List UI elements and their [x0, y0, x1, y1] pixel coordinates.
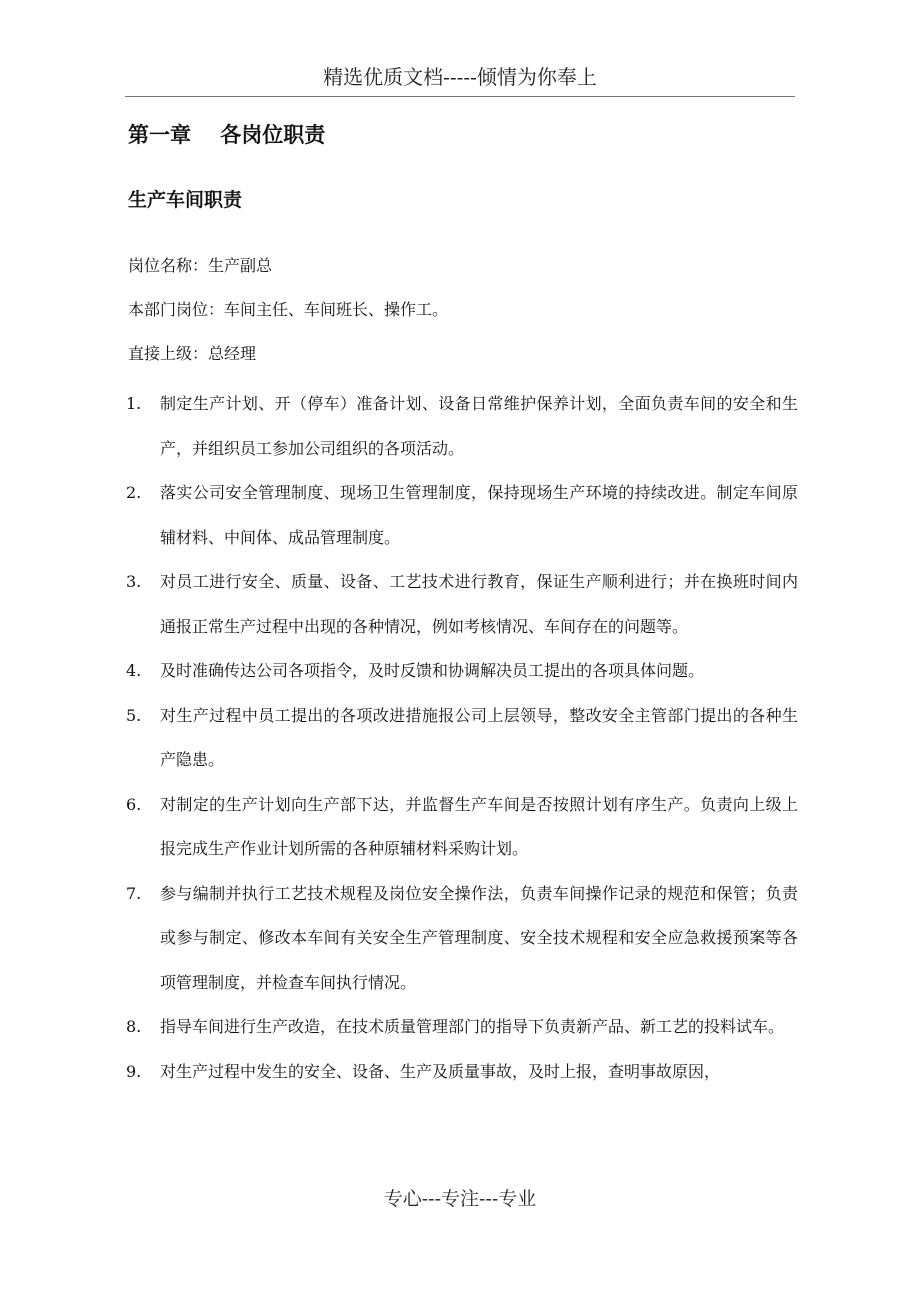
- duty-list: [126, 382, 798, 1094]
- item-number: 1.: [126, 394, 142, 413]
- page-header: 精选优质文档-----倾情为你奉上: [323, 65, 597, 89]
- item-number: 4.: [126, 661, 142, 680]
- item-text: 对生产过程中发生的安全、设备、生产及质量事故，及时上报，查明事故原因，: [160, 1061, 721, 1081]
- item-number: 3.: [126, 572, 142, 591]
- item-number: 5.: [126, 705, 142, 725]
- page-footer: 专心---专注---专业: [383, 1188, 537, 1210]
- item-number: 7.: [126, 883, 142, 903]
- item-text: 对员工进行安全、质量、设备、工艺技术进行教育，保证生产顺利进行；并在换班时间内通报正常生产过程中出现的各种情况，例如考核情况、车间存在的问题等。: [160, 572, 798, 636]
- list-item: [126, 872, 798, 1006]
- item-text: 制定生产计划、开（停车）准备计划、设备日常维护保养计划，全面负责车间的安全和生产，并组织员工参加公司组织的各项活动。: [160, 394, 798, 458]
- list-item: [126, 382, 798, 471]
- list-item: [126, 694, 798, 783]
- list-item: [126, 1050, 798, 1095]
- list-item: [126, 1005, 798, 1050]
- list-item: [126, 783, 798, 872]
- item-text: 指导车间进行生产改造，在技术质量管理部门的指导下负责新产品、新工艺的投料试车。: [160, 1017, 785, 1036]
- chapter-title: 第一章 各岗位职责: [128, 123, 326, 147]
- item-text: 落实公司安全管理制度、现场卫生管理制度，保持现场生产环境的持续改进。制定车间原辅材料、中间体、成品管理制度。: [160, 483, 798, 547]
- item-number: 2.: [126, 483, 142, 502]
- header-divider: [125, 96, 795, 97]
- list-item: [126, 471, 798, 560]
- item-number: 9.: [126, 1061, 142, 1081]
- item-number: 8.: [126, 1017, 142, 1036]
- item-text: 参与编制并执行工艺技术规程及岗位安全操作法，负责车间操作记录的规范和保管；负责或参与制定、修改本车间有关安全生产管理制度、安全技术规程和安全应急救援预案等各项管理制度，并检查车间执行情况。: [160, 883, 798, 992]
- item-text: 对生产过程中员工提出的各项改进措施报公司上层领导，整改安全主管部门提出的各种生产隐患。: [160, 705, 798, 769]
- section-title: 生产车间职责: [128, 189, 243, 211]
- list-item: [126, 560, 798, 649]
- item-text: 及时准确传达公司各项指令，及时反馈和协调解决员工提出的各项具体问题。: [160, 661, 705, 680]
- item-number: 6.: [126, 794, 142, 814]
- position-name: 岗位名称：生产副总: [128, 256, 273, 275]
- list-item: [126, 649, 798, 694]
- item-text: 对制定的生产计划向生产部下达，并监督生产车间是否按照计划有序生产。负责向上级上报完成生产作业计划所需的各种原辅材料采购计划。: [160, 794, 798, 858]
- department-roles: 本部门岗位：车间主任、车间班长、操作工。: [128, 300, 449, 319]
- direct-supervisor: 直接上级：总经理: [128, 344, 257, 363]
